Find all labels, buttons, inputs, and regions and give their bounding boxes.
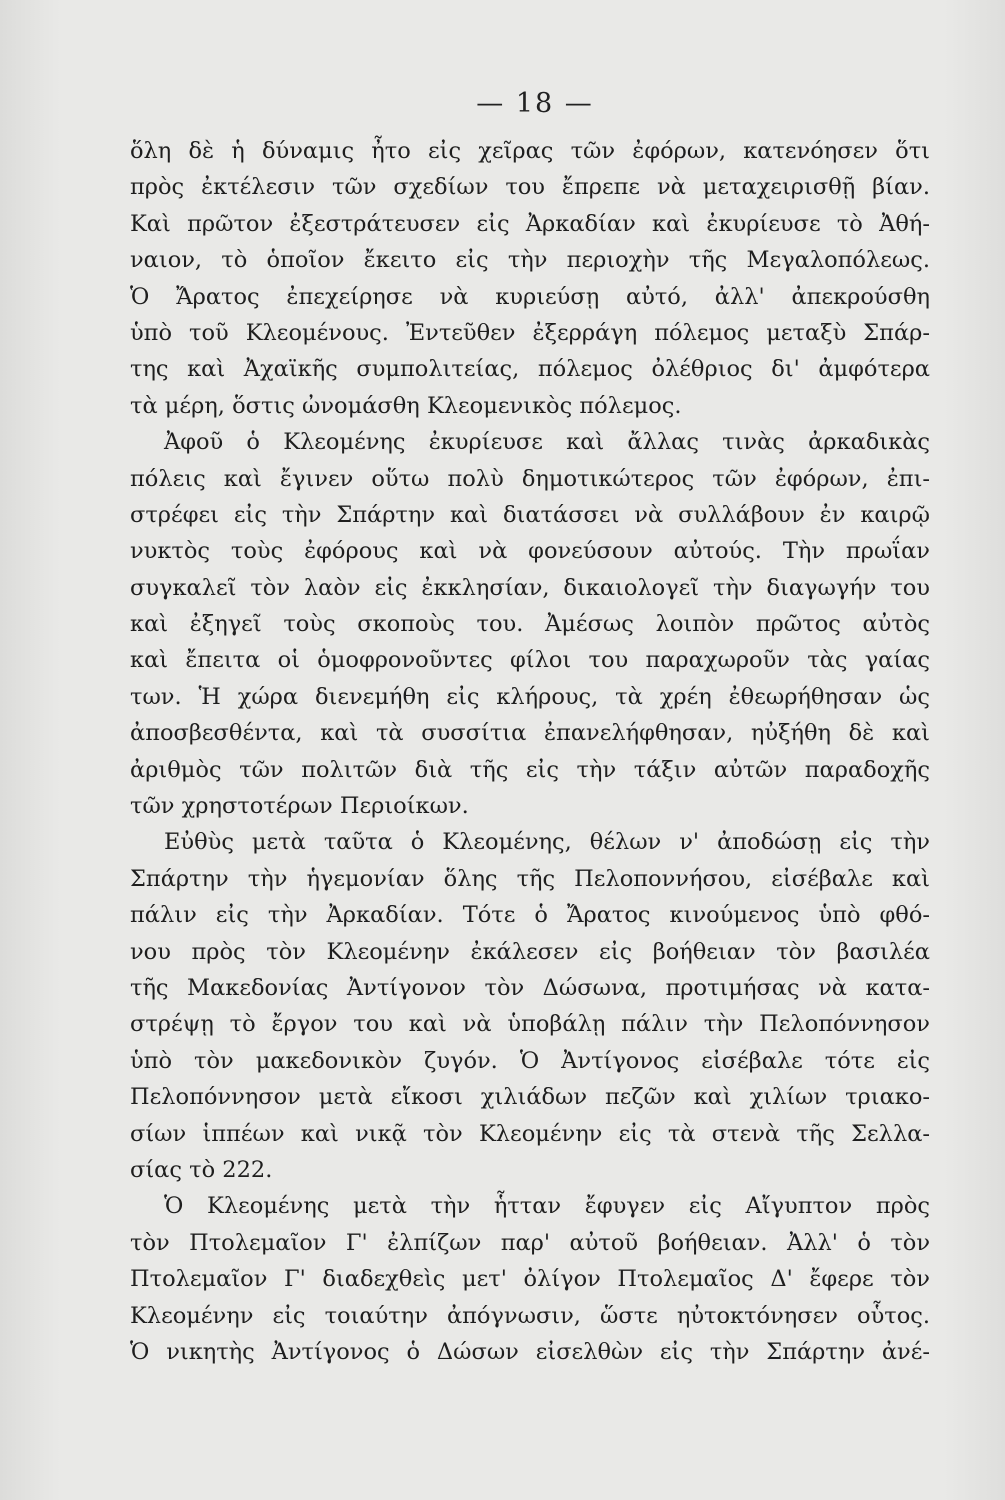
text-line: Ἀφοῦ ὁ Κλεομένης ἐκυρίευσε καὶ ἄλλας τινὰς ἀρκαδικὰς [164, 429, 930, 456]
text-line: Ὁ Ἄρατος ἐπεχείρησε νὰ κυριεύσῃ αὐτό, ἀλλ' ἀπεκρούσθη [130, 283, 930, 310]
text-line: της καὶ Ἀχαϊκῆς συμπολιτείας, πόλεμος ὀλέθριος δι' ἀμφότερα [130, 356, 930, 383]
text-line: ὅλη δὲ ἡ δύναμις ἦτο εἰς χεῖρας τῶν ἐφόρων, κατενόησεν ὅτι [130, 138, 930, 164]
text-line: τῆς Μακεδονίας Ἀντίγονον τὸν Δώσωνα, προτιμήσας νὰ κατα- [130, 974, 930, 1001]
text-line: τὰ μέρη, ὅστις ὠνομάσθη Κλεομενικὸς πόλεμος. [130, 392, 682, 419]
text-line: τῶν χρηστοτέρων Περιοίκων. [130, 793, 469, 820]
text-line: πόλεις καὶ ἔγινεν οὕτω πολὺ δημοτικώτερος τῶν ἐφόρων, ἐπι- [130, 465, 930, 492]
text-line: Πτολεμαῖον Γ' διαδεχθεὶς μετ' ὀλίγον Πτολεμαῖος Δ' ἔφερε τὸν [130, 1266, 930, 1293]
text-line: Ὁ Κλεομένης μετὰ τὴν ἧτταν ἔφυγεν εἰς Αἴγυπτον πρὸς [164, 1193, 930, 1220]
text-line: πρὸς ἐκτέλεσιν τῶν σχεδίων του ἔπρεπε νὰ μεταχειρισθῇ βίαν. [130, 174, 930, 201]
text-line: πάλιν εἰς τὴν Ἀρκαδίαν. Τότε ὁ Ἄρατος κινούμενος ὑπὸ φθό- [130, 902, 930, 929]
text-line: ἀριθμὸς τῶν πολιτῶν διὰ τῆς εἰς τὴν τάξιν αὐτῶν παραδοχῆς [130, 756, 930, 783]
text-line: καὶ ἐξηγεῖ τοὺς σκοποὺς του. Ἀμέσως λοιπὸν πρῶτος αὐτὸς [130, 611, 930, 638]
text-line: στρέφει εἰς τὴν Σπάρτην καὶ διατάσσει νὰ συλλάβουν ἐν καιρῷ [130, 501, 930, 528]
text-line: Καὶ πρῶτον ἐξεστράτευσεν εἰς Ἀρκαδίαν καὶ ἐκυρίευσε τὸ Ἀθή- [130, 210, 930, 237]
text-line: συγκαλεῖ τὸν λαὸν εἰς ἐκκλησίαν, δικαιολογεῖ τὴν διαγωγήν του [130, 574, 930, 601]
text-line: νυκτὸς τοὺς ἐφόρους καὶ νὰ φονεύσουν αὐτούς. Τὴν πρωΐαν [130, 538, 930, 565]
page-body-text [130, 133, 930, 1370]
text-line: ὑπὸ τὸν μακεδονικὸν ζυγόν. Ὁ Ἀντίγονος εἰσέβαλε τότε εἰς [130, 1047, 930, 1074]
text-line: Ὁ νικητὴς Ἀντίγονος ὁ Δώσων εἰσελθὼν εἰς τὴν Σπάρτην ἀνέ- [130, 1338, 930, 1365]
text-line: Κλεομένην εἰς τοιαύτην ἀπόγνωσιν, ὥστε ηὐτοκτόνησεν οὗτος. [130, 1302, 930, 1329]
text-line: σίας τὸ 222. [130, 1156, 273, 1183]
text-line: νου πρὸς τὸν Κλεομένην ἐκάλεσεν εἰς βοήθειαν τὸν βασιλέα [130, 938, 930, 965]
text-line: καὶ ἔπειτα οἱ ὁμοφρονοῦντες φίλοι του παραχωροῦν τὰς γαίας [130, 647, 930, 674]
text-line: των. Ἡ χώρα διενεμήθη εἰς κλήρους, τὰ χρέη ἐθεωρήθησαν ὡς [130, 683, 930, 710]
text-line: Πελοπόννησον μετὰ εἴκοσι χιλιάδων πεζῶν καὶ χιλίων τριακο- [130, 1084, 930, 1111]
text-line: σίων ἱππέων καὶ νικᾷ τὸν Κλεομένην εἰς τὰ στενὰ τῆς Σελλα- [130, 1120, 930, 1147]
text-line: ἀποσβεσθέντα, καὶ τὰ συσσίτια ἐπανελήφθησαν, ηὐξήθη δὲ καὶ [130, 720, 930, 747]
text-line: τὸν Πτολεμαῖον Γ' ἐλπίζων παρ' αὐτοῦ βοήθειαν. Ἀλλ' ὁ τὸν [130, 1229, 930, 1256]
text-line: στρέψῃ τὸ ἔργον του καὶ νὰ ὑποβάλῃ πάλιν τὴν Πελοπόννησον [130, 1011, 930, 1038]
text-line: Εὐθὺς μετὰ ταῦτα ὁ Κλεομένης, θέλων ν' ἀποδώσῃ εἰς τὴν [164, 829, 930, 856]
text-line: Σπάρτην τὴν ἡγεμονίαν ὅλης τῆς Πελοποννήσου, εἰσέβαλε καὶ [130, 865, 930, 892]
text-line: ὑπὸ τοῦ Κλεομένους. Ἐντεῦθεν ἐξερράγη πόλεμος μεταξὺ Σπάρ- [130, 319, 930, 346]
page-number: — 18 — [476, 88, 594, 119]
text-line: ναιον, τὸ ὁποῖον ἔκειτο εἰς τὴν περιοχὴν τῆς Μεγαλοπόλεως. [130, 247, 930, 274]
